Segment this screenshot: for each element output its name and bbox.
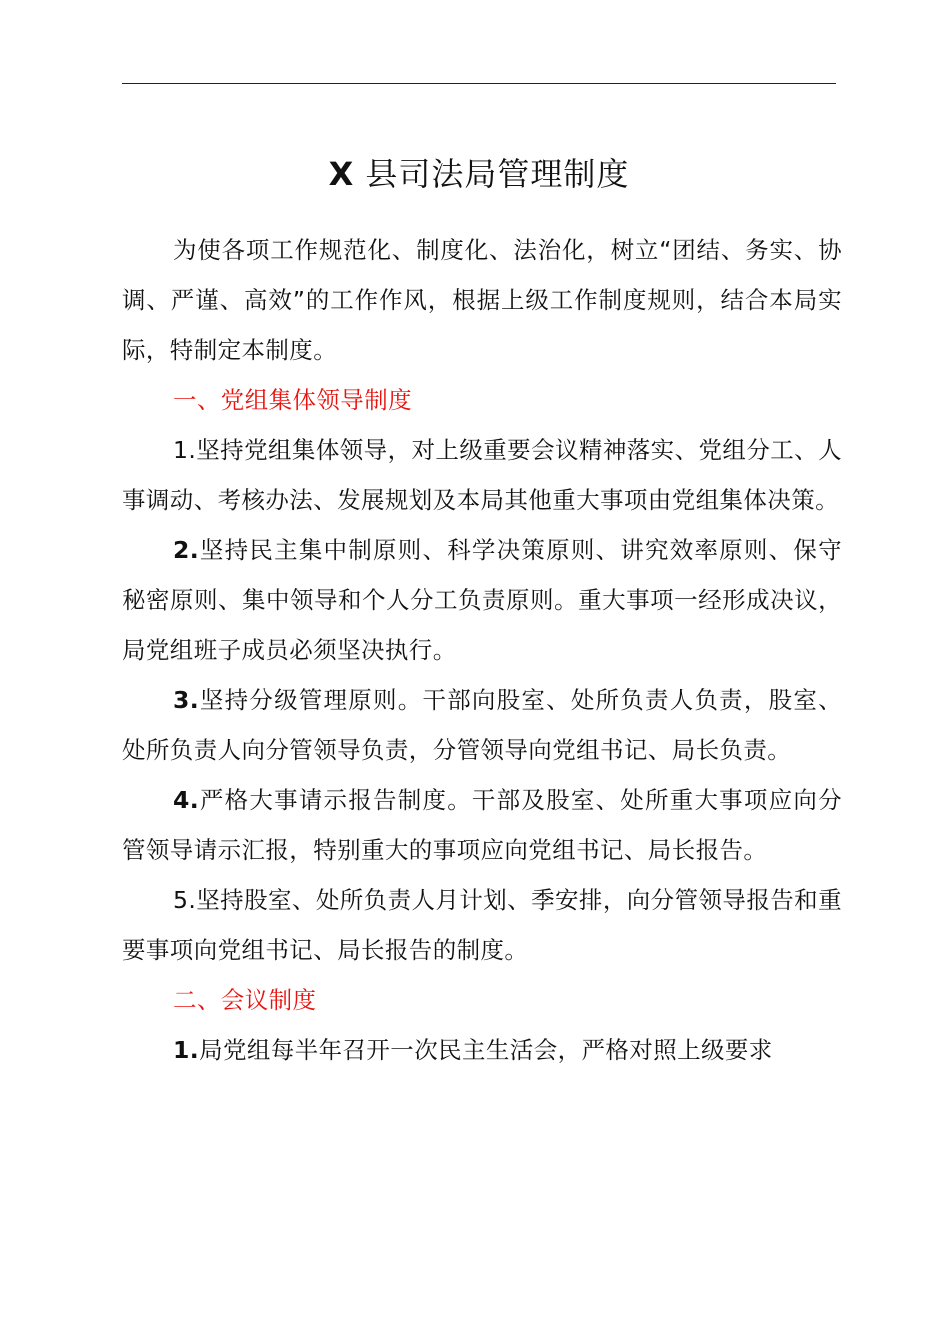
item-text: 局党组每半年召开一次民主生活会，严格对照上级要求 (199, 1036, 773, 1064)
item-number: 2. (173, 536, 200, 564)
document-title (122, 150, 836, 198)
section1-item-3 (122, 675, 842, 775)
item-number: 5. (173, 886, 197, 914)
item-number: 4. (173, 786, 200, 814)
item-text: 坚持党组集体领导，对上级重要会议精神落实、党组分工、人事调动、考核办法、发展规划及本局其他重大事项由党组集体决策。 (122, 436, 842, 514)
item-text: 坚持股室、处所负责人月计划、季安排，向分管领导报告和重要事项向党组书记、局长报告的制度。 (122, 886, 842, 964)
item-number: 3. (173, 686, 200, 714)
section1-item-4 (122, 775, 842, 875)
title-text: 县司法局管理制度 (354, 155, 630, 193)
section1-item-5 (122, 875, 842, 975)
document-body (122, 225, 842, 1075)
item-text: 坚持分级管理原则。干部向股室、处所负责人负责，股室、处所负责人向分管领导负责，分管领导向党组书记、局长负责。 (122, 686, 842, 764)
section-heading-2: 二、会议制度 (173, 986, 317, 1014)
header-rule (122, 83, 836, 84)
section1-item-2 (122, 525, 842, 675)
item-number: 1. (173, 1036, 200, 1064)
section-heading-1: 一、党组集体领导制度 (173, 386, 412, 414)
section2-item-1 (122, 1025, 842, 1075)
intro-paragraph: 为使各项工作规范化、制度化、法治化，树立“团结、务实、协调、严谨、高效”的工作作风，根据上级工作制度规则，结合本局实际，特制定本制度。 (122, 236, 842, 364)
item-number: 1. (173, 436, 197, 464)
title-prefix: X (328, 155, 355, 193)
item-text: 严格大事请示报告制度。干部及股室、处所重大事项应向分管领导请示汇报，特别重大的事项应向党组书记、局长报告。 (122, 786, 842, 864)
item-text: 坚持民主集中制原则、科学决策原则、讲究效率原则、保守秘密原则、集中领导和个人分工负责原则。重大事项一经形成决议，局党组班子成员必须坚决执行。 (122, 536, 842, 664)
section1-item-1 (122, 425, 842, 525)
